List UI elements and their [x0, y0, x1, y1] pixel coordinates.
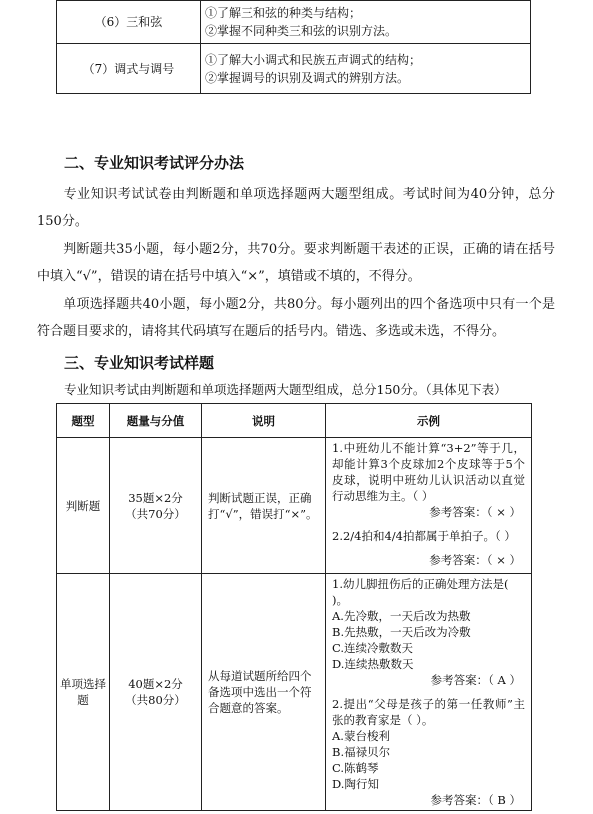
syllabus-points: [201, 44, 531, 94]
paragraph-text: 专业知识考试试卷由判断题和单项选择题两大题型组成。考试时间为40分钟，总分150分。: [37, 187, 555, 229]
paragraph: [37, 181, 555, 235]
paragraph-text: 判断题共35小题，每小题2分，共70分。要求判断题干表述的正误，正确的请在括号中填入“√”，错误的请在括号中填入“×”，填错或不填的，不得分。: [37, 242, 555, 284]
syllabus-row: [57, 1, 531, 44]
example-option: C.陈鹤琴: [332, 761, 379, 775]
section-heading: 三、专业知识考试样题: [64, 354, 215, 372]
table-row: [57, 438, 532, 574]
question-desc: 从每道试题所给四个备选项中选出一个符合题意的答案。: [202, 574, 326, 811]
question-type: 单项选择题: [57, 574, 110, 811]
syllabus-topic: （6）三和弦: [57, 1, 201, 44]
question-example: [326, 574, 532, 811]
question-count: [110, 574, 202, 811]
example-answer: 参考答案：（ × ）: [429, 505, 521, 519]
paragraph: [37, 291, 555, 345]
example-answer: 参考答案：（ B ）: [430, 793, 521, 807]
example-question: 1.幼儿脚扭伤后的正确处理方法是( )。: [332, 577, 509, 607]
example-option: C.连续冷敷数天: [332, 641, 414, 655]
paragraph-text: 单项选择题共40小题，每小题2分，共80分。每小题列出的四个备选项中只有一个是符合题目要求的，请将其代码填写在题后的括号内。错选、多选或未选，不得分。: [37, 297, 555, 339]
example-question: 2.2/4拍和4/4拍都属于单拍子。（ ）: [332, 529, 516, 543]
count-text: 40题×2分: [128, 677, 183, 691]
syllabus-points: [201, 1, 531, 44]
example-answer: 参考答案：（ × ）: [429, 553, 521, 567]
question-example: [326, 438, 532, 574]
count-text: 35题×2分: [128, 490, 183, 505]
question-type: 判断题: [57, 438, 110, 574]
example-option: D.陶行知: [332, 777, 379, 791]
header-count: 题量与分值: [110, 404, 202, 438]
syllabus-point: ①了解大小调式和民族五声调式的结构；: [205, 52, 422, 67]
syllabus-point: ①了解三和弦的种类与结构；: [205, 6, 362, 20]
header-example: 示例: [326, 404, 532, 438]
example-option: D.连续热敷数天: [332, 657, 414, 671]
syllabus-point: ②掌握不同种类三和弦的识别方法。: [205, 24, 398, 38]
example-answer: 参考答案：（ A ）: [430, 673, 521, 687]
syllabus-point: ②掌握调号的识别及调式的辨别方法。: [205, 70, 410, 85]
score-text: （共70分）: [125, 506, 186, 521]
example-option: A.先冷敷，一天后改为热敷: [332, 609, 471, 623]
header-type: 题型: [57, 404, 110, 438]
syllabus-topic: （7）调式与调号: [57, 44, 201, 94]
question-desc: 判断试题正误，正确打“√”，错误打“×”。: [202, 438, 326, 574]
section-intro: 专业知识考试由判断题和单项选择题两大题型组成，总分150分。（具体见下表）: [64, 382, 507, 397]
table-row: [57, 574, 532, 811]
score-text: （共80分）: [125, 693, 186, 707]
example-option: A.蒙台梭利: [332, 729, 390, 743]
example-question: 1.中班幼儿不能计算“3+2”等于几，却能计算3个皮球加2个皮球等于5个皮球，说明中班幼儿认识活动以直觉行动思维为主。（ ）: [332, 441, 525, 503]
section-heading: 二、专业知识考试评分办法: [64, 154, 245, 172]
paragraph: [37, 236, 555, 290]
example-option: B.福禄贝尔: [332, 745, 391, 759]
sample-table: [56, 403, 532, 811]
question-count: [110, 438, 202, 574]
example-question: 2.提出“父母是孩子的第一任教师”主张的教育家是（ ）。: [332, 697, 525, 727]
syllabus-row: [57, 44, 531, 94]
sample-header-row: [57, 404, 532, 438]
example-option: B.先热敷，一天后改为冷敷: [332, 625, 471, 639]
header-desc: 说明: [202, 404, 326, 438]
syllabus-table: [56, 0, 531, 94]
